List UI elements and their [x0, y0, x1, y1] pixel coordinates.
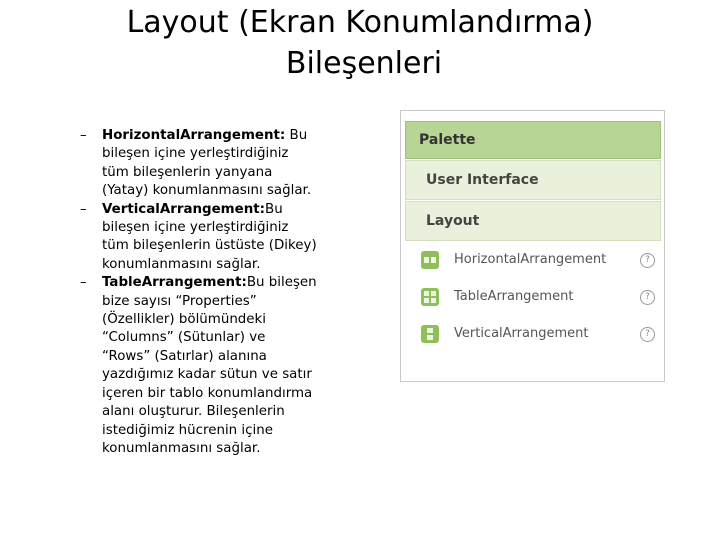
- bullet-text-line: yazdığımız kadar sütun ve satır: [102, 367, 312, 383]
- bullet-text-line: tüm bileşenlerin yanyana: [102, 164, 273, 180]
- vertical-arrangement-icon: [421, 325, 439, 343]
- bullet-text-line: istediğimiz hücrenin içine: [102, 422, 273, 438]
- bullet-text-line: alanı oluşturur. Bileşenlerin: [102, 404, 285, 420]
- bullet-dash: –: [80, 128, 87, 143]
- category-layout[interactable]: Layout: [405, 201, 661, 241]
- item-label: VerticalArrangement: [454, 326, 589, 341]
- item-label: TableArrangement: [454, 289, 574, 304]
- bullet-dash: –: [80, 201, 87, 217]
- table-arrangement-icon: [421, 288, 439, 306]
- bullet-list: [80, 127, 355, 458]
- palette-item-horizontal-arrangement[interactable]: [405, 243, 661, 279]
- bullet-text: [102, 275, 317, 456]
- bullet-dash: –: [80, 275, 87, 291]
- category-user-interface[interactable]: User Interface: [405, 160, 661, 200]
- bullet-vertical: [80, 201, 355, 275]
- title-line-1: Layout (Ekran Konumlandırma): [126, 5, 594, 40]
- palette-header[interactable]: Palette: [405, 121, 661, 159]
- palette-item-vertical-arrangement[interactable]: [405, 317, 661, 353]
- slide-title: [60, 2, 660, 84]
- help-icon[interactable]: ?: [640, 327, 655, 342]
- help-icon[interactable]: ?: [640, 290, 655, 305]
- title-line-2: Bileşenleri: [285, 46, 443, 81]
- bullet-text-line: içeren bir tablo konumlandırma: [102, 385, 313, 401]
- palette-panel: [400, 110, 665, 382]
- bullet-text-line: Bu: [265, 201, 283, 217]
- bullet-text-line: (Özellikler) bölümündeki: [102, 312, 267, 328]
- bullet-text-line: konumlanmasını sağlar.: [102, 256, 261, 272]
- bullet-text-line: bileşen içine yerleştirdiğiniz: [102, 220, 289, 236]
- bullet-text-line: Bu bileşen: [246, 275, 317, 291]
- horizontal-arrangement-icon: [421, 251, 439, 269]
- bullet-term: TableArrangement:: [102, 275, 247, 291]
- help-icon[interactable]: ?: [640, 253, 655, 268]
- item-label: HorizontalArrangement: [454, 252, 607, 267]
- bullet-text-line: (Yatay) konumlanmasını sağlar.: [102, 183, 312, 199]
- bullet-text-line: bize sayısı “Properties”: [102, 293, 257, 309]
- bullet-text-line: Bu: [285, 128, 308, 143]
- bullet-table: [80, 274, 355, 458]
- bullet-term: VerticalArrangement:: [102, 201, 266, 217]
- bullet-term: HorizontalArrangement:: [102, 128, 286, 143]
- bullet-horizontal: [80, 127, 355, 201]
- bullet-text-line: tüm bileşenlerin üstüste (Dikey): [102, 238, 317, 254]
- palette-item-table-arrangement[interactable]: [405, 280, 661, 316]
- bullet-text-line: “Rows” (Satırlar) alanına: [102, 348, 267, 364]
- bullet-text-line: konumlanmasını sağlar.: [102, 440, 261, 456]
- bullet-text-line: “Columns” (Sütunlar) ve: [102, 330, 266, 346]
- bullet-text-line: bileşen içine yerleştirdiğiniz: [102, 146, 289, 162]
- layout-component-list: [405, 243, 661, 379]
